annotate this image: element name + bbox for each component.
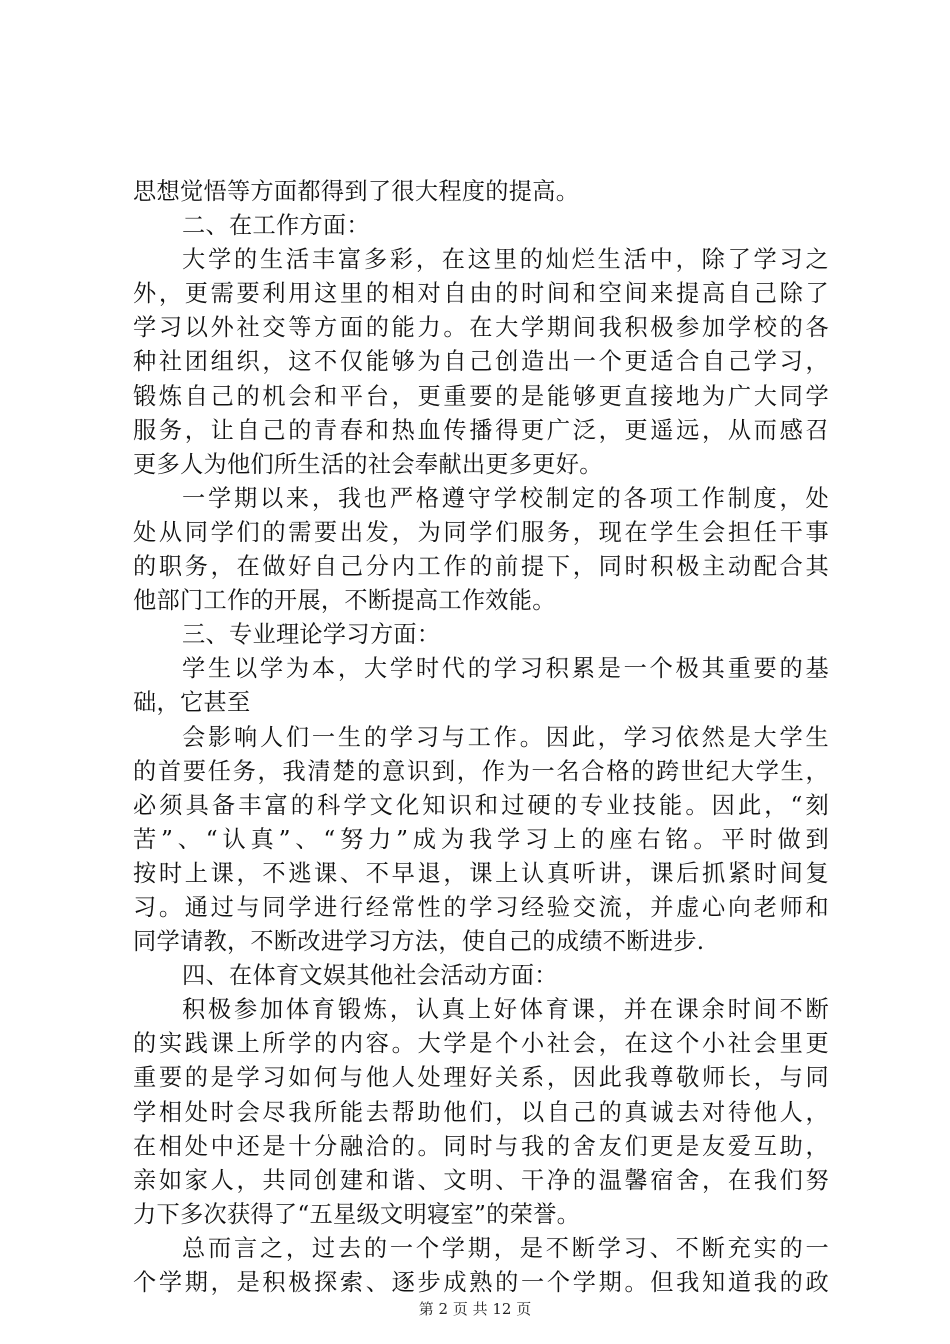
text-line: 一学期以来，我也严格遵守学校制定的各项工作制度，处: [182, 484, 829, 512]
text-line: 种社团组织，这不仅能够为自己创造出一个更适合自己学习，: [133, 348, 829, 376]
text-line: 础，它甚至: [133, 689, 251, 717]
text-line: 积极参加体育锻炼，认真上好体育课，并在课余时间不断: [182, 996, 829, 1024]
page-footer: 第 2 页 共 12 页: [418, 1300, 532, 1318]
text-line: 力下多次获得了“五星级文明寝室”的荣誉。: [133, 1200, 581, 1228]
text-line: 锻炼自己的机会和平台，更重要的是能够更直接地为广大同学: [133, 382, 829, 410]
document-body: [133, 175, 829, 1300]
text-line: 同学请教，不断改进学习方法，使自己的成绩不断进步.: [133, 928, 705, 956]
text-line: 服务，让自己的青春和热血传播得更广泛，更遥远，从而感召: [133, 416, 829, 444]
text-line: 大学的生活丰富多彩，在这里的灿烂生活中，除了学习之: [182, 246, 829, 274]
text-line: 三、专业理论学习方面：: [182, 621, 441, 649]
text-line: 个学期，是积极探索、逐步成熟的一个学期。但我知道我的政: [133, 1269, 829, 1296]
text-line: 更多人为他们所生活的社会奉献出更多更好。: [133, 450, 603, 478]
text-line: 的实践课上所学的内容。大学是个小社会，在这个小社会里更: [133, 1030, 829, 1058]
text-line: 必须具备丰富的科学文化知识和过硬的专业技能。因此，“刻: [133, 791, 829, 819]
text-line: 的首要任务，我清楚的意识到，作为一名合格的跨世纪大学生，: [133, 757, 829, 785]
text-line: 思想觉悟等方面都得到了很大程度的提高。: [133, 178, 580, 205]
text-line: 他部门工作的开展，不断提高工作效能。: [133, 587, 556, 615]
text-line: 学习以外社交等方面的能力。在大学期间我积极参加学校的各: [133, 314, 829, 342]
text-line: 学相处时会尽我所能去帮助他们，以自己的真诚去对待他人，: [133, 1098, 829, 1126]
text-line: 重要的是学习如何与他人处理好关系，因此我尊敬师长，与同: [133, 1064, 829, 1092]
text-line: 学生以学为本，大学时代的学习积累是一个极其重要的基: [182, 655, 829, 683]
text-line: 二、在工作方面：: [182, 212, 370, 240]
text-line: 四、在体育文娱其他社会活动方面：: [182, 962, 558, 990]
text-line: 会影响人们一生的学习与工作。因此，学习依然是大学生: [182, 723, 829, 751]
text-line: 总而言之，过去的一个学期，是不断学习、不断充实的一: [182, 1234, 829, 1262]
text-line: 亲如家人，共同创建和谐、文明、干净的温馨宿舍，在我们努: [133, 1166, 829, 1194]
text-line: 外，更需要利用这里的相对自由的时间和空间来提高自己除了: [133, 280, 829, 308]
text-line: 在相处中还是十分融洽的。同时与我的舍友们更是友爱互助，: [133, 1132, 829, 1160]
text-line: 习。通过与同学进行经常性的学习经验交流，并虚心向老师和: [133, 893, 829, 921]
text-line: 按时上课，不逃课、不早退，课上认真听讲，课后抓紧时间复: [133, 859, 829, 887]
text-line: 的职务，在做好自己分内工作的前提下，同时积极主动配合其: [133, 553, 829, 581]
text-line: 苦”、“认真”、“努力”成为我学习上的座右铭。平时做到: [133, 825, 829, 853]
text-line: 处从同学们的需要出发，为同学们服务，现在学生会担任干事: [133, 518, 829, 546]
